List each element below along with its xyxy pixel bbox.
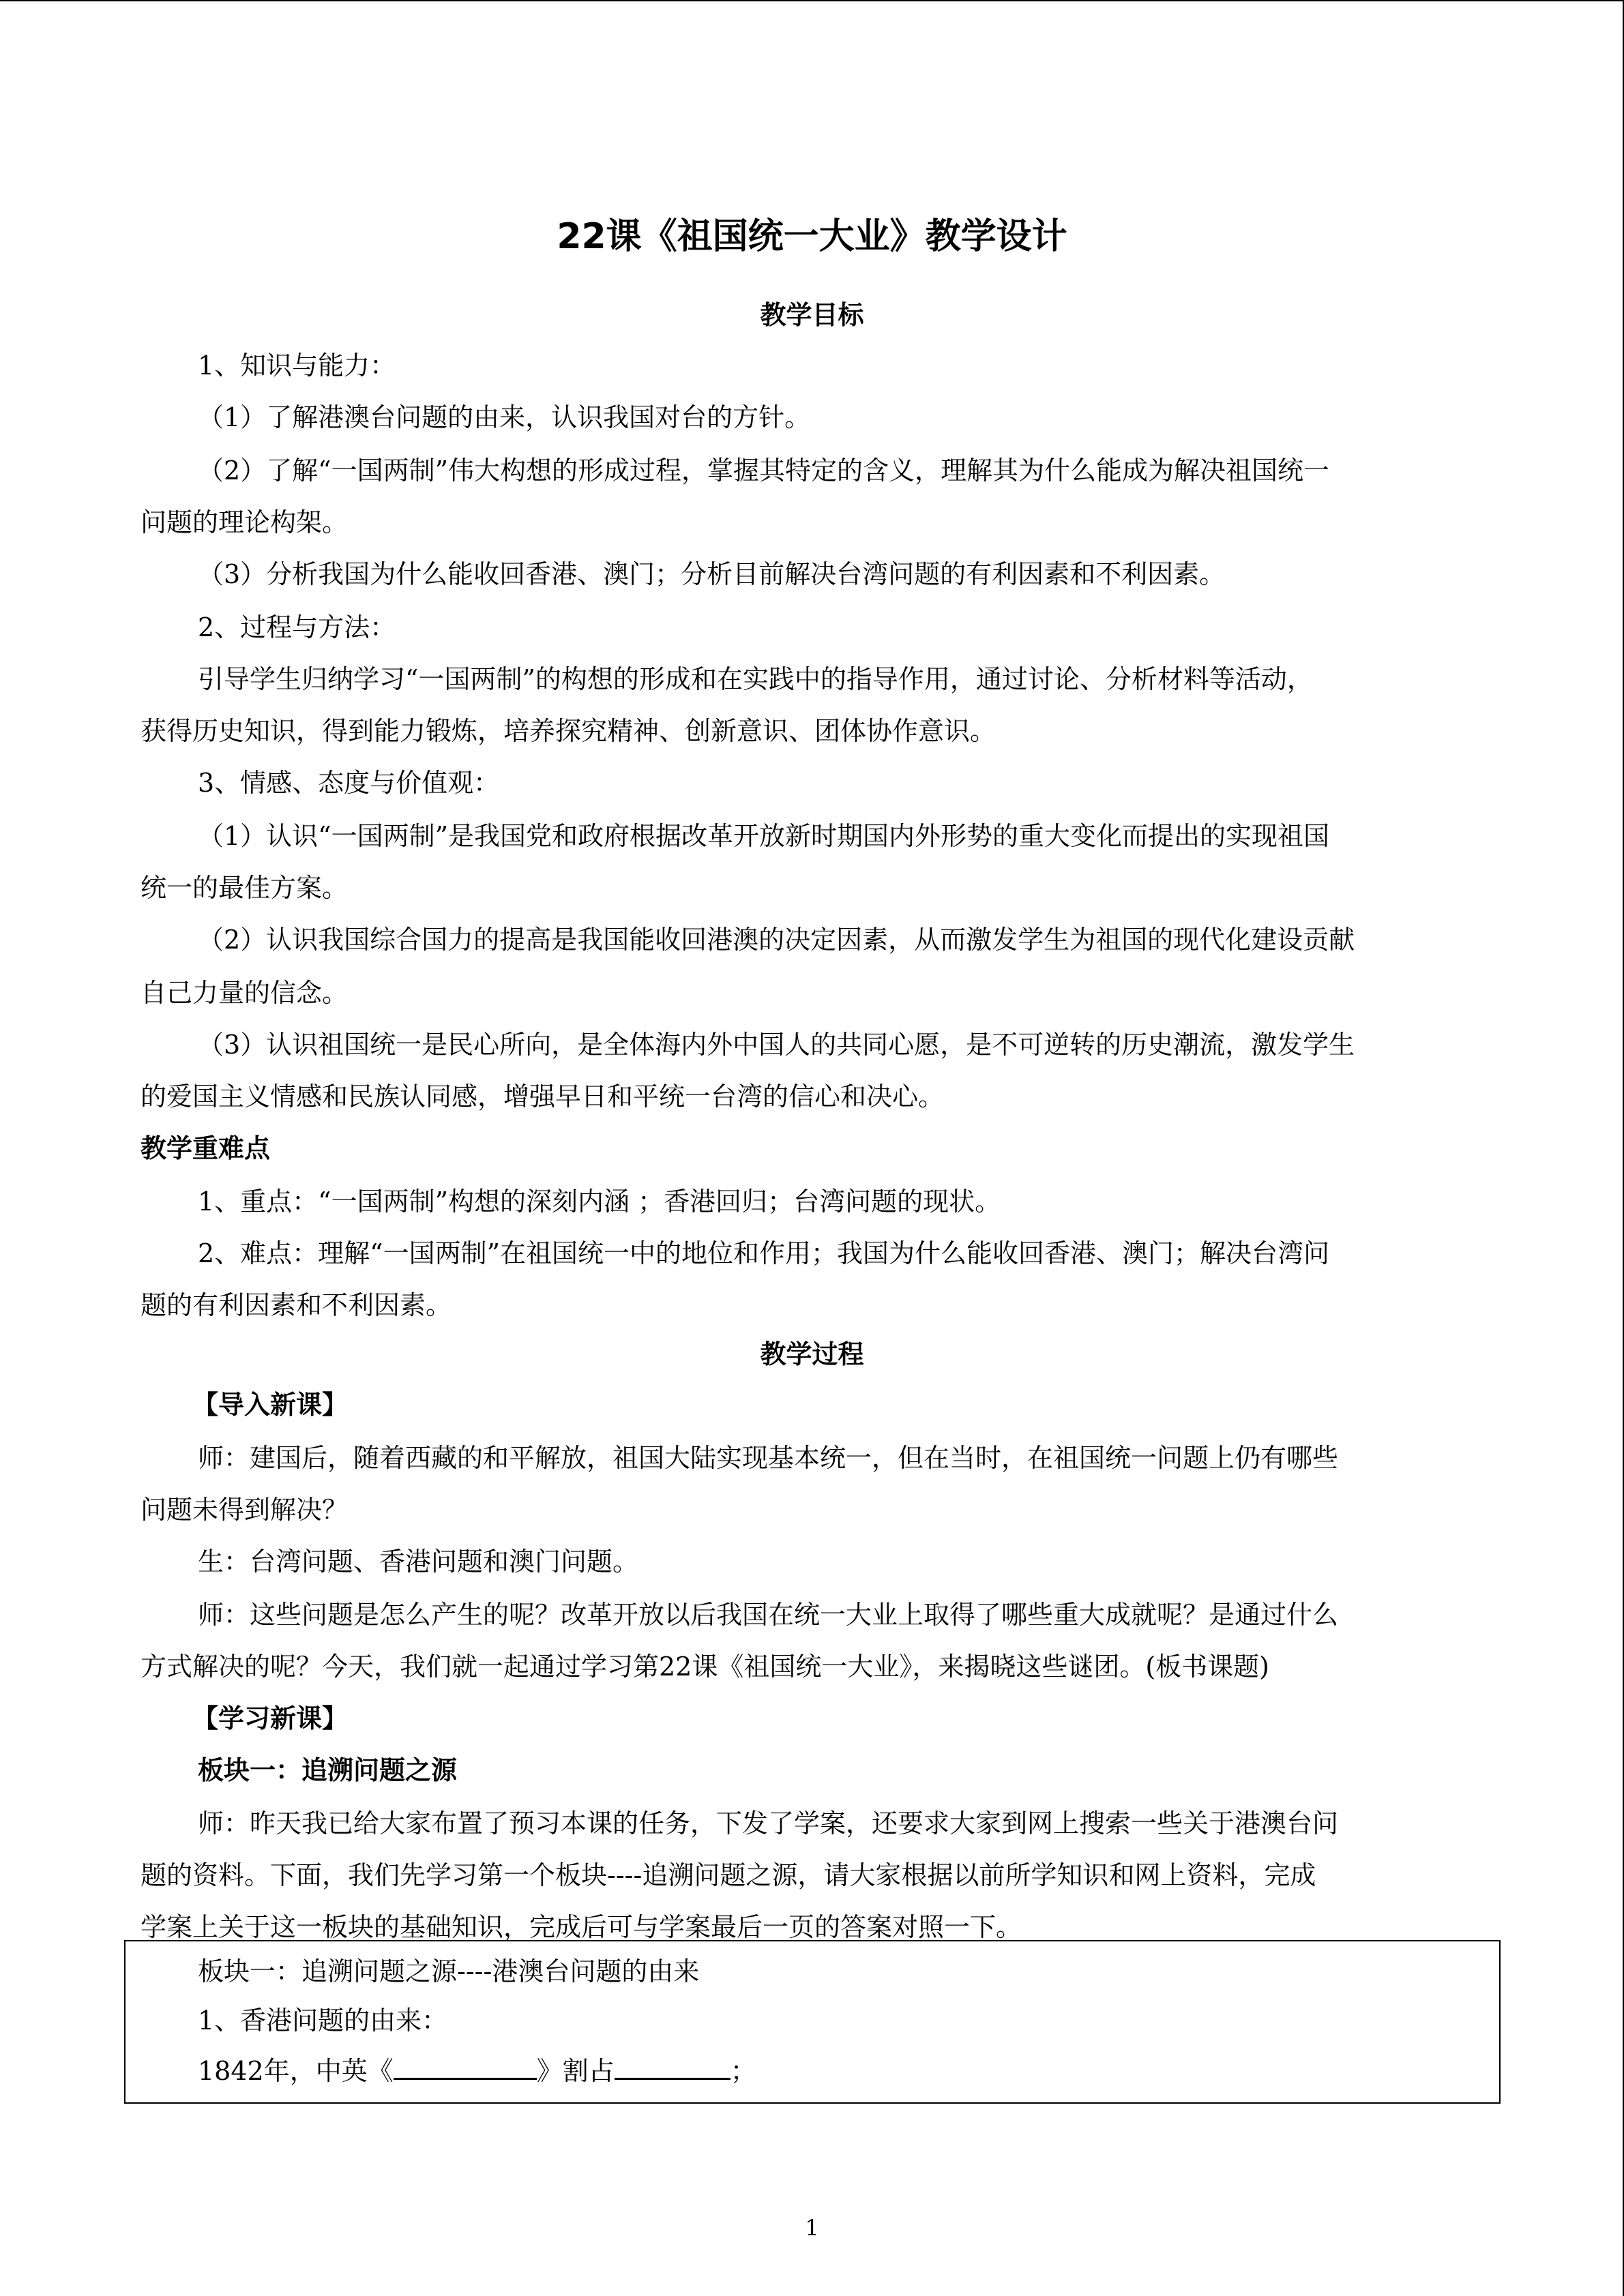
goal-3-2b: 自己力量的信念。	[141, 978, 349, 1008]
box-line-3	[198, 2051, 756, 2090]
box-line-3-prefix: 1842年，中英《	[198, 2056, 394, 2086]
page-number: 1	[805, 2215, 819, 2241]
treaty-blank[interactable]	[394, 2051, 537, 2080]
goal-1-title: 1、知识与能力：	[198, 351, 396, 381]
worksheet-box	[124, 1940, 1501, 2104]
goal-3-1a: （1）认识“一国两制”是我国党和政府根据改革开放新时期国内外形势的重大变化而提出的实现祖国	[198, 821, 1330, 851]
goal-1-1: （1）了解港澳台问题的由来，认识我国对台的方针。	[198, 402, 811, 432]
goal-2-title: 2、过程与方法：	[198, 612, 396, 642]
box-line-2: 1、香港问题的由来：	[198, 2006, 448, 2036]
goal-2-a: 引导学生归纳学习“一国两制”的构想的形成和在实践中的指导作用，通过讨论、分析材料等活动，	[198, 664, 1313, 694]
intro-teacher-2b: 方式解决的呢？今天，我们就一起通过学习第22课《祖国统一大业》，来揭晓这些谜团。(板书课题)	[141, 1652, 1270, 1682]
key-point-2a: 2、难点：理解“一国两制”在祖国统一中的地位和作用；我国为什么能收回香港、澳门；解决台湾问	[198, 1238, 1330, 1268]
section-heading-key-points: 教学重难点	[141, 1133, 271, 1163]
section-heading-goals: 教学目标	[760, 300, 864, 330]
box-line-3-middle: 》割占	[536, 2056, 615, 2086]
key-point-2b: 题的有利因素和不利因素。	[141, 1290, 452, 1320]
goal-1-3: （3）分析我国为什么能收回香港、澳门；分析目前解决台湾问题的有利因素和不利因素。	[198, 559, 1226, 589]
block1-heading: 板块一：追溯问题之源	[198, 1755, 458, 1785]
intro-teacher-1a: 师：建国后，随着西藏的和平解放，祖国大陆实现基本统一，但在当时，在祖国统一问题上仍有哪些	[198, 1443, 1339, 1473]
section-heading-process: 教学过程	[760, 1339, 864, 1369]
key-point-1: 1、重点：“一国两制”构想的深刻内涵 ；香港回归；台湾问题的现状。	[198, 1187, 1001, 1217]
goal-3-title: 3、情感、态度与价值观：	[198, 768, 500, 798]
goal-1-2b: 问题的理论构架。	[141, 507, 349, 537]
intro-teacher-2a: 师：这些问题是怎么产生的呢？改革开放以后我国在统一大业上取得了哪些重大成就呢？是通过什么	[198, 1600, 1339, 1630]
goal-3-1b: 统一的最佳方案。	[141, 873, 349, 903]
block1-teacher-a: 师：昨天我已给大家布置了预习本课的任务，下发了学案，还要求大家到网上搜索一些关于港澳台问	[198, 1808, 1339, 1838]
block1-teacher-b: 题的资料。下面，我们先学习第一个板块----追溯问题之源，请大家根据以前所学知识和网上资料，完成	[141, 1860, 1316, 1890]
intro-student-1: 生：台湾问题、香港问题和澳门问题。	[198, 1547, 639, 1577]
goal-2-b: 获得历史知识，得到能力锻炼，培养探究精神、创新意识、团体协作意识。	[141, 716, 996, 746]
goal-1-2a: （2）了解“一国两制”伟大构想的形成过程，掌握其特定的含义，理解其为什么能成为解决祖国统一	[198, 456, 1330, 486]
new-lesson-heading: 【学习新课】	[192, 1703, 349, 1733]
intro-teacher-1b: 问题未得到解决？	[141, 1495, 349, 1525]
goal-3-2a: （2）认识我国综合国力的提高是我国能收回港澳的决定因素，从而激发学生为祖国的现代化建设贡献	[198, 925, 1355, 955]
goal-3-3a: （3）认识祖国统一是民心所向，是全体海内外中国人的共同心愿，是不可逆转的历史潮流，激发学生	[198, 1030, 1355, 1060]
box-line-1: 板块一：追溯问题之源----港澳台问题的由来	[198, 1956, 700, 1986]
document-title: 22课《祖国统一大业》教学设计	[557, 216, 1067, 257]
goal-3-3b: 的爱国主义情感和民族认同感，增强早日和平统一台湾的信心和决心。	[141, 1082, 945, 1112]
territory-blank[interactable]	[615, 2051, 730, 2080]
intro-heading: 【导入新课】	[192, 1390, 349, 1420]
block1-teacher-c: 学案上关于这一板块的基础知识，完成后可与学案最后一页的答案对照一下。	[141, 1912, 1022, 1942]
box-line-3-suffix: ；	[730, 2056, 756, 2086]
